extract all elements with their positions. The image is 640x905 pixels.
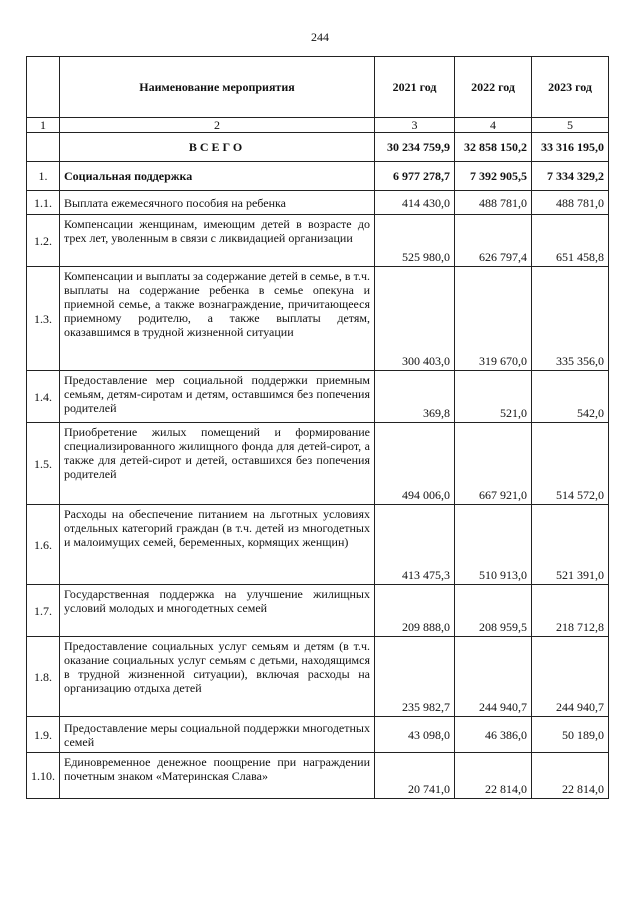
row-value-2021: 235 982,7 bbox=[375, 637, 455, 717]
section-value-2023: 7 334 329,2 bbox=[532, 162, 609, 191]
row-value-2022: 521,0 bbox=[455, 371, 532, 423]
section-name: Социальная поддержка bbox=[60, 162, 375, 191]
page-number: 244 bbox=[311, 30, 329, 44]
table-row bbox=[27, 637, 609, 717]
row-name: Компенсации женщинам, имеющим детей в возрасте до трех лет, уволенным в связи с ликвидацией организации bbox=[60, 215, 375, 267]
row-value-2023: 521 391,0 bbox=[532, 505, 609, 585]
row-value-2023: 335 356,0 bbox=[532, 267, 609, 371]
column-index-row bbox=[27, 118, 609, 133]
table-row bbox=[27, 505, 609, 585]
row-value-2022: 319 670,0 bbox=[455, 267, 532, 371]
total-value-2021: 30 234 759,9 bbox=[375, 133, 455, 162]
total-label: ВСЕГО bbox=[60, 133, 375, 162]
row-num: 1.1. bbox=[27, 191, 60, 215]
row-num: 1.3. bbox=[27, 267, 60, 371]
row-value-2022: 667 921,0 bbox=[455, 423, 532, 505]
column-index: 1 bbox=[27, 118, 60, 133]
row-num: 1.5. bbox=[27, 423, 60, 505]
column-index: 4 bbox=[455, 118, 532, 133]
table-header-row bbox=[27, 57, 609, 118]
row-value-2022: 488 781,0 bbox=[455, 191, 532, 215]
row-value-2021: 209 888,0 bbox=[375, 585, 455, 637]
row-name: Государственная поддержка на улучшение жилищных условий молодых и многодетных семей bbox=[60, 585, 375, 637]
row-value-2022: 22 814,0 bbox=[455, 753, 532, 799]
row-name: Приобретение жилых помещений и формирование специализированного жилищного фонда для детей-сирот, а также для детей-сирот и детей, оставшихся без попечения родителей bbox=[60, 423, 375, 505]
row-value-2021: 413 475,3 bbox=[375, 505, 455, 585]
table-row bbox=[27, 753, 609, 799]
row-value-2021: 414 430,0 bbox=[375, 191, 455, 215]
total-value-2023: 33 316 195,0 bbox=[532, 133, 609, 162]
row-value-2022: 208 959,5 bbox=[455, 585, 532, 637]
table-row bbox=[27, 371, 609, 423]
header-name: Наименование мероприятия bbox=[60, 57, 375, 118]
row-value-2023: 651 458,8 bbox=[532, 215, 609, 267]
header-num bbox=[27, 57, 60, 118]
table-row bbox=[27, 215, 609, 267]
column-index: 3 bbox=[375, 118, 455, 133]
section-value-2021: 6 977 278,7 bbox=[375, 162, 455, 191]
table-row bbox=[27, 267, 609, 371]
row-value-2022: 626 797,4 bbox=[455, 215, 532, 267]
table-row bbox=[27, 191, 609, 215]
row-value-2023: 22 814,0 bbox=[532, 753, 609, 799]
row-value-2023: 244 940,7 bbox=[532, 637, 609, 717]
total-value-2022: 32 858 150,2 bbox=[455, 133, 532, 162]
row-num: 1.8. bbox=[27, 637, 60, 717]
row-num: 1.7. bbox=[27, 585, 60, 637]
table-row bbox=[27, 423, 609, 505]
row-value-2023: 542,0 bbox=[532, 371, 609, 423]
section-row bbox=[27, 162, 609, 191]
row-value-2021: 300 403,0 bbox=[375, 267, 455, 371]
row-name: Расходы на обеспечение питанием на льготных условиях отдельных категорий граждан (в т.ч. детей из многодетных и малоимущих семей, беременных, кормящих женщин) bbox=[60, 505, 375, 585]
row-value-2022: 244 940,7 bbox=[455, 637, 532, 717]
row-value-2022: 46 386,0 bbox=[455, 717, 532, 753]
budget-table bbox=[26, 56, 609, 799]
row-value-2021: 525 980,0 bbox=[375, 215, 455, 267]
row-value-2023: 488 781,0 bbox=[532, 191, 609, 215]
row-value-2023: 514 572,0 bbox=[532, 423, 609, 505]
row-value-2023: 50 189,0 bbox=[532, 717, 609, 753]
total-row bbox=[27, 133, 609, 162]
total-num bbox=[27, 133, 60, 162]
row-num: 1.10. bbox=[27, 753, 60, 799]
column-index: 5 bbox=[532, 118, 609, 133]
row-num: 1.2. bbox=[27, 215, 60, 267]
row-num: 1.6. bbox=[27, 505, 60, 585]
row-value-2021: 20 741,0 bbox=[375, 753, 455, 799]
row-num: 1.9. bbox=[27, 717, 60, 753]
row-name: Выплата ежемесячного пособия на ребенка bbox=[60, 191, 375, 215]
section-num: 1. bbox=[27, 162, 60, 191]
row-value-2021: 43 098,0 bbox=[375, 717, 455, 753]
row-name: Компенсации и выплаты за содержание детей в семье, в т.ч. выплаты на содержание ребенка в семье опекуна и приемной семье, а также вознаграждение, причитающееся приемному родителю, а также выплаты детям, оказавшимся в трудной жизненной ситуации bbox=[60, 267, 375, 371]
row-value-2021: 494 006,0 bbox=[375, 423, 455, 505]
row-name: Предоставление меры социальной поддержки многодетных семей bbox=[60, 717, 375, 753]
row-name: Единовременное денежное поощрение при награждении почетным знаком «Материнская Слава» bbox=[60, 753, 375, 799]
section-value-2022: 7 392 905,5 bbox=[455, 162, 532, 191]
table-row bbox=[27, 717, 609, 753]
row-value-2023: 218 712,8 bbox=[532, 585, 609, 637]
header-year-2022: 2022 год bbox=[455, 57, 532, 118]
header-year-2021: 2021 год bbox=[375, 57, 455, 118]
column-index: 2 bbox=[60, 118, 375, 133]
row-value-2021: 369,8 bbox=[375, 371, 455, 423]
row-num: 1.4. bbox=[27, 371, 60, 423]
row-value-2022: 510 913,0 bbox=[455, 505, 532, 585]
row-name: Предоставление мер социальной поддержки приемным семьям, детям-сиротам и детям, оставшимся без попечения родителей bbox=[60, 371, 375, 423]
header-year-2023: 2023 год bbox=[532, 57, 609, 118]
row-name: Предоставление социальных услуг семьям и детям (в т.ч. оказание социальных услуг семьям с детьми, находящимся в трудной жизненной ситуации), включая расходы на организацию отдыха детей bbox=[60, 637, 375, 717]
table-row bbox=[27, 585, 609, 637]
